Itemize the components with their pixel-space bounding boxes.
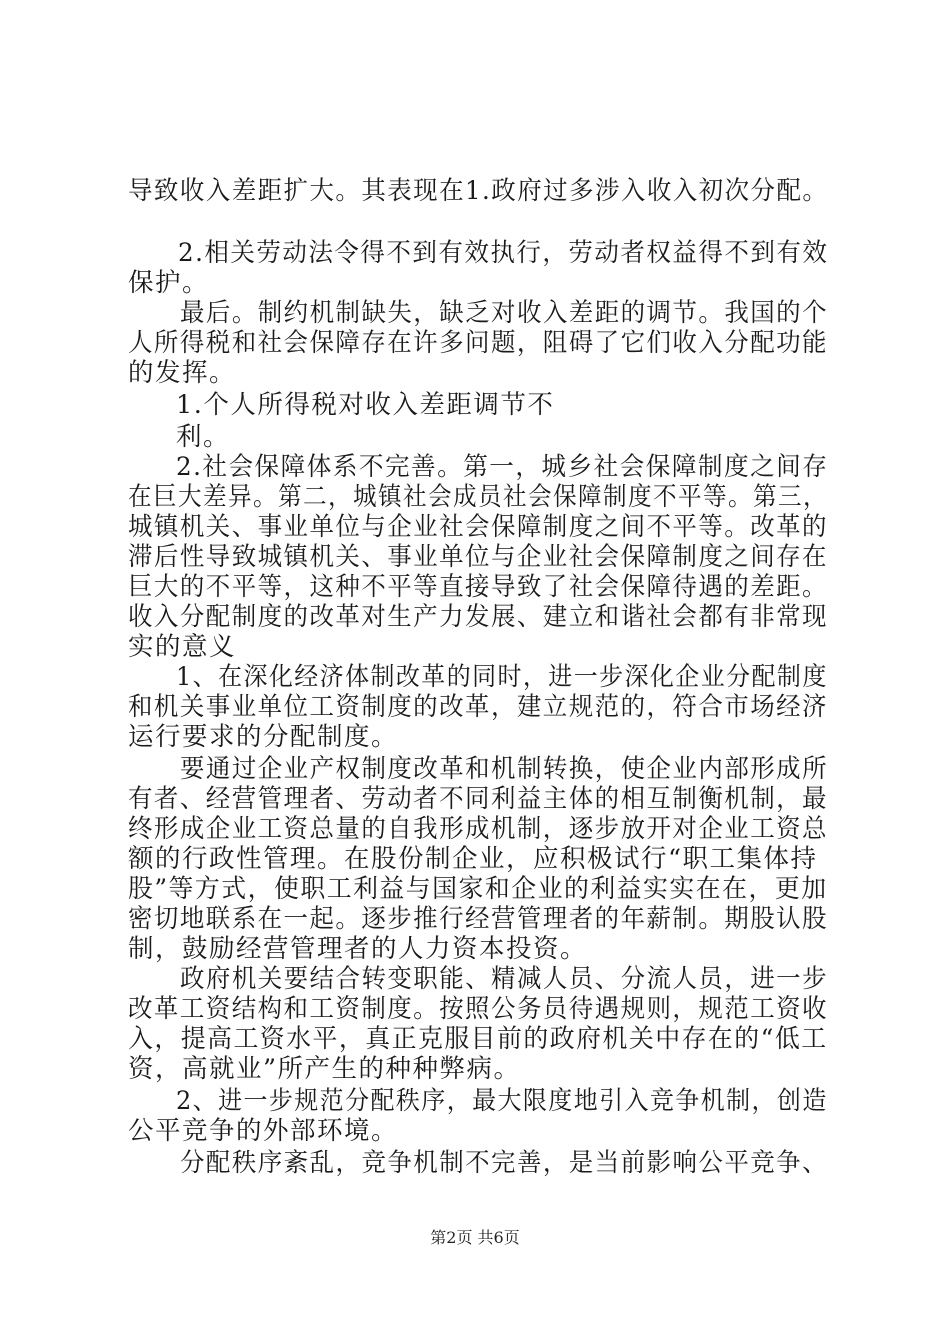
- text-line: 2、进一步规范分配秩序，最大限度地引入竞争机制，创造: [176, 1086, 828, 1116]
- text-line: 政府机关要结合转变职能、精减人员、分流人员，进一步: [180, 964, 829, 994]
- text-line: 制，鼓励经营管理者的人力资本投资。: [128, 934, 588, 964]
- text-line: 入，提高工资水平，真正克服目前的政府机关中存在的“低工: [128, 1024, 828, 1054]
- text-line: 利。: [176, 422, 231, 452]
- text-line: 在巨大差异。第二，城镇社会成员社会保障制度不平等。第三，: [128, 482, 828, 512]
- text-line: 公平竞争的外部环境。: [128, 1116, 399, 1146]
- text-line: 运行要求的分配制度。: [128, 722, 399, 752]
- page-footer: 第2页 共6页: [430, 1228, 520, 1247]
- text-line: 人所得税和社会保障存在许多问题，阻碍了它们收入分配功能: [128, 328, 829, 358]
- text-line: 终形成企业工资总量的自我形成机制，逐步放开对企业工资总: [128, 814, 829, 844]
- text-line: 2.相关劳动法令得不到有效执行，劳动者权益得不到有效: [178, 238, 829, 268]
- text-line: 滞后性导致城镇机关、事业单位与企业社会保障制度之间存在: [128, 542, 829, 572]
- text-line: 有者、经营管理者、劳动者不同利益主体的相互制衡机制，最: [128, 784, 829, 814]
- text-line: 最后。制约机制缺失，缺乏对收入差距的调节。我国的个: [180, 298, 829, 328]
- text-line: 分配秩序紊乱，竞争机制不完善，是当前影响公平竞争、: [180, 1148, 829, 1178]
- text-line: 巨大的不平等，这种不平等直接导致了社会保障待遇的差距。: [128, 572, 829, 602]
- text-line: 的发挥。: [128, 358, 237, 388]
- text-line: 密切地联系在一起。逐步推行经营管理者的年薪制。期股认股: [128, 904, 829, 934]
- text-line: 1.个人所得税对收入差距调节不: [176, 390, 555, 420]
- text-line: 2.社会保障体系不完善。第一，城乡社会保障制度之间存: [176, 452, 829, 482]
- text-line: 额的行政性管理。在股份制企业，应积极试行“职工集体持: [128, 844, 818, 874]
- text-line: 1、在深化经济体制改革的同时，进一步深化企业分配制度: [176, 662, 828, 692]
- text-line: 资，高就业”所产生的种种弊病。: [128, 1054, 521, 1084]
- text-line: 保护。: [128, 268, 210, 298]
- text-line: 和机关事业单位工资制度的改革，建立规范的，符合市场经济: [128, 692, 829, 722]
- text-line: 收入分配制度的改革对生产力发展、建立和谐社会都有非常现: [128, 602, 829, 632]
- text-line: 股”等方式，使职工利益与国家和企业的利益实实在在，更加: [128, 874, 828, 904]
- text-line: 导致收入差距扩大。其表现在1.政府过多涉入收入初次分配。: [128, 176, 829, 206]
- text-line: 改革工资结构和工资制度。按照公务员待遇规则，规范工资收: [128, 994, 829, 1024]
- text-line: 实的意义: [128, 632, 237, 662]
- text-line: 城镇机关、事业单位与企业社会保障制度之间不平等。改革的: [128, 512, 829, 542]
- text-line: 要通过企业产权制度改革和机制转换，使企业内部形成所: [180, 754, 829, 784]
